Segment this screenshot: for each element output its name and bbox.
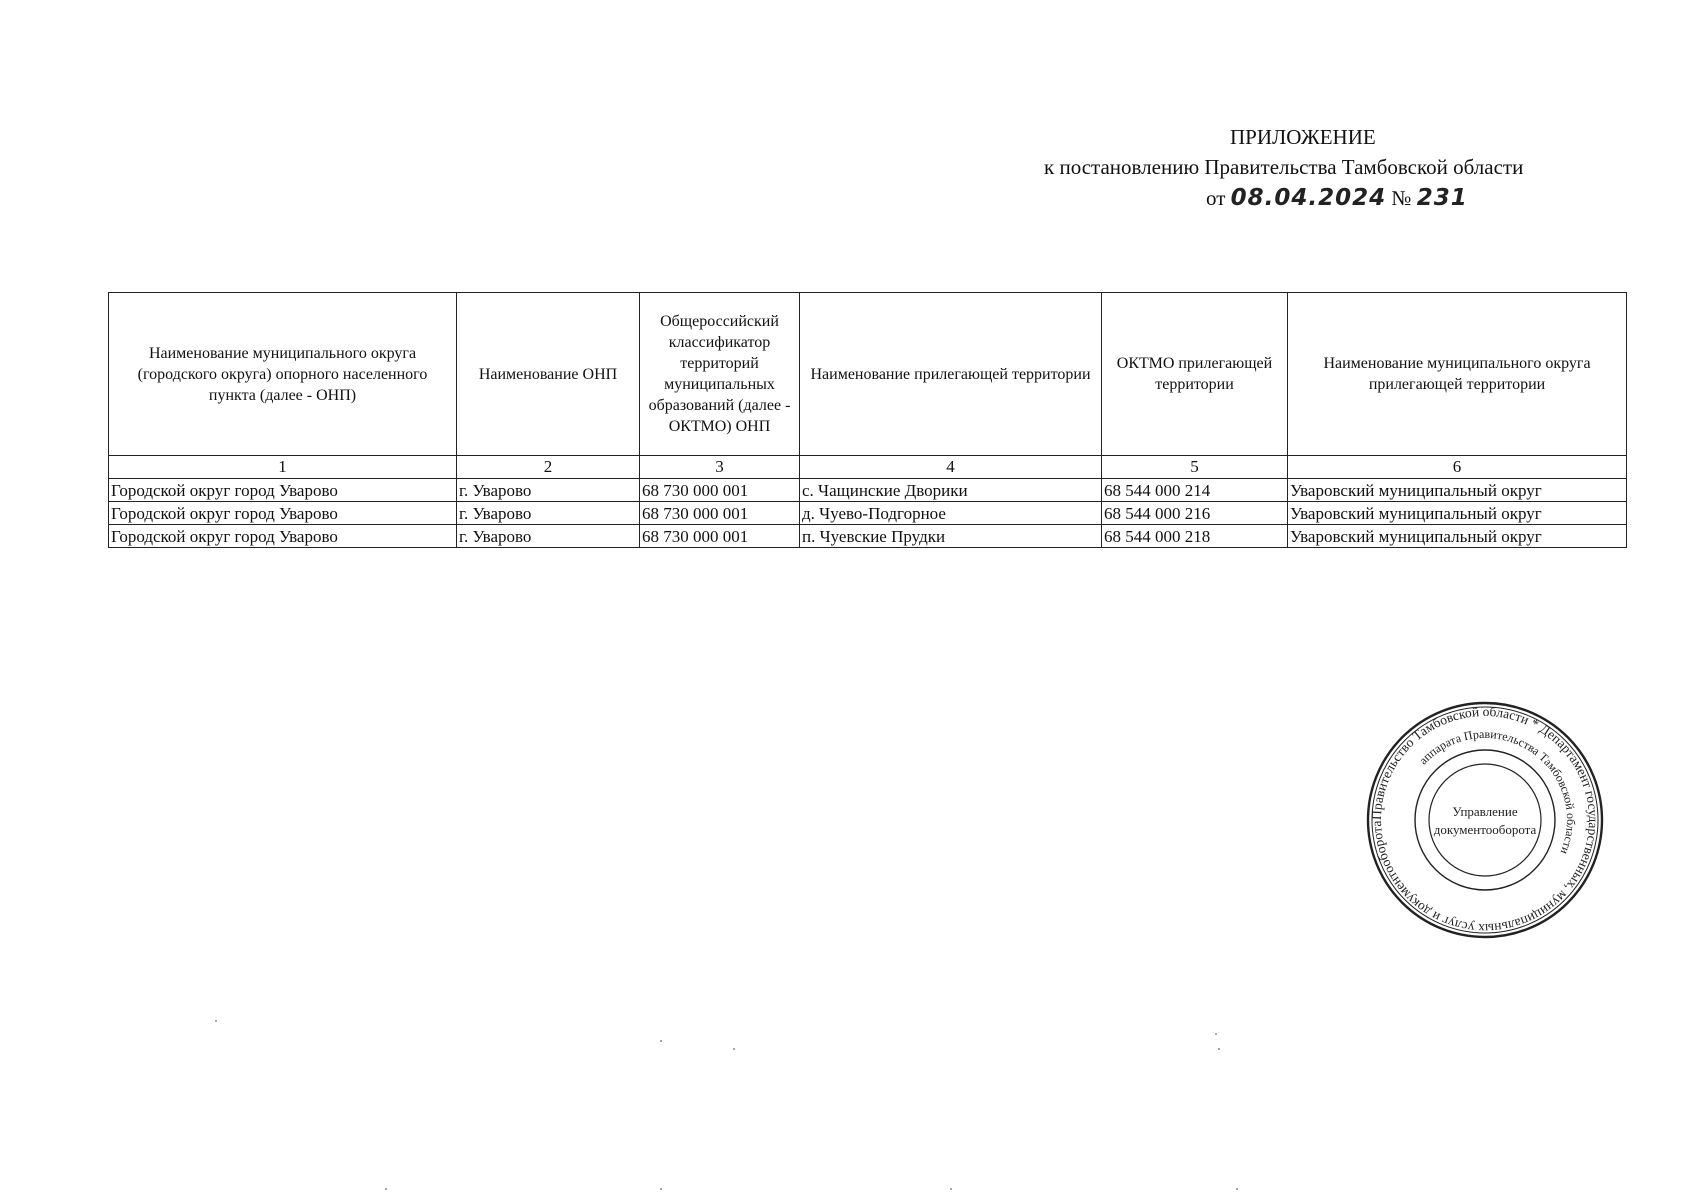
number-sign: № bbox=[1391, 186, 1412, 210]
column-number: 3 bbox=[640, 456, 800, 479]
header-adjacent-district: Наименование муниципального округа прилегающей территории bbox=[1288, 293, 1627, 456]
cell-adjacent-district: Уваровский муниципальный округ bbox=[1288, 502, 1627, 525]
resolution-date-line bbox=[1206, 183, 1468, 213]
table-row bbox=[109, 502, 1627, 525]
scan-speck bbox=[950, 1188, 952, 1190]
column-number: 2 bbox=[457, 456, 640, 479]
appendix-title: ПРИЛОЖЕНИЕ bbox=[1230, 125, 1376, 149]
header-oktmo-adjacent: ОКТМО прилегающей территории bbox=[1102, 293, 1288, 456]
handwritten-date: 08.04.2024 bbox=[1230, 185, 1387, 211]
column-number: 1 bbox=[109, 456, 457, 479]
cell-oktmo-onp: 68 730 000 001 bbox=[640, 479, 800, 502]
scan-speck bbox=[385, 1188, 387, 1190]
cell-onp-name: г. Уварово bbox=[457, 479, 640, 502]
cell-oktmo-onp: 68 730 000 001 bbox=[640, 502, 800, 525]
cell-onp-name: г. Уварово bbox=[457, 502, 640, 525]
cell-onp-name: г. Уварово bbox=[457, 525, 640, 548]
scan-speck bbox=[660, 1188, 662, 1190]
header-oktmo-onp: Общероссийский классификатор территорий муниципальных образований (далее - ОКТМО) ОНП bbox=[640, 293, 800, 456]
table-row bbox=[109, 525, 1627, 548]
header-onp-name: Наименование ОНП bbox=[457, 293, 640, 456]
scan-speck bbox=[733, 1048, 735, 1050]
territory-table bbox=[108, 292, 1627, 548]
handwritten-number: 231 bbox=[1416, 185, 1468, 211]
stamp-seal-icon bbox=[1365, 700, 1605, 940]
column-number: 5 bbox=[1102, 456, 1288, 479]
scan-speck bbox=[1236, 1188, 1238, 1190]
scan-speck bbox=[1215, 1033, 1217, 1035]
cell-adjacent-territory: п. Чуевские Прудки bbox=[800, 525, 1102, 548]
column-number: 4 bbox=[800, 456, 1102, 479]
header-adjacent-territory: Наименование прилегающей территории bbox=[800, 293, 1102, 456]
cell-oktmo-adjacent: 68 544 000 218 bbox=[1102, 525, 1288, 548]
column-number: 6 bbox=[1288, 456, 1627, 479]
cell-adjacent-territory: с. Чащинские Дворики bbox=[800, 479, 1102, 502]
stamp-inner-text: аппарата Правительства Тамбовской области bbox=[1416, 726, 1579, 857]
date-prefix: от bbox=[1206, 186, 1226, 210]
resolution-reference: к постановлению Правительства Тамбовской области bbox=[1044, 155, 1524, 179]
official-stamp bbox=[1365, 700, 1605, 940]
stamp-center-line-1: Управление bbox=[1452, 804, 1518, 819]
cell-adjacent-district: Уваровский муниципальный округ bbox=[1288, 525, 1627, 548]
cell-municipal-district: Городской округ город Уварово bbox=[109, 525, 457, 548]
cell-oktmo-onp: 68 730 000 001 bbox=[640, 525, 800, 548]
cell-municipal-district: Городской округ город Уварово bbox=[109, 502, 457, 525]
table-header-row bbox=[109, 293, 1627, 456]
scan-speck bbox=[1218, 1048, 1220, 1050]
stamp-outer-text: Правительство Тамбовской области * Департамент государственных, муниципальных услуг и документооборота bbox=[1368, 703, 1602, 937]
cell-adjacent-territory: д. Чуево-Подгорное bbox=[800, 502, 1102, 525]
stamp-center-line-2: документооборота bbox=[1433, 822, 1537, 837]
column-number-row bbox=[109, 456, 1627, 479]
header-municipal-district: Наименование муниципального округа (городского округа) опорного населенного пункта (далее - ОНП) bbox=[109, 293, 457, 456]
cell-municipal-district: Городской округ город Уварово bbox=[109, 479, 457, 502]
scan-speck bbox=[215, 1020, 217, 1022]
scan-speck bbox=[660, 1040, 662, 1042]
table-row bbox=[109, 479, 1627, 502]
cell-oktmo-adjacent: 68 544 000 214 bbox=[1102, 479, 1288, 502]
cell-adjacent-district: Уваровский муниципальный округ bbox=[1288, 479, 1627, 502]
cell-oktmo-adjacent: 68 544 000 216 bbox=[1102, 502, 1288, 525]
